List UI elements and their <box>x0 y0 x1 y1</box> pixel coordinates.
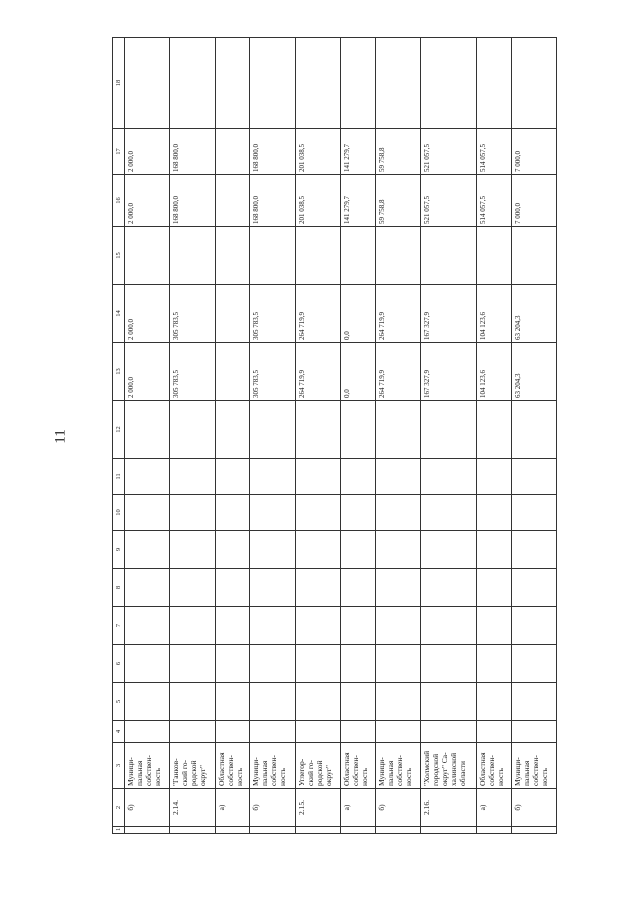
empty-cell <box>476 227 511 285</box>
value-cell-col13 <box>215 343 250 401</box>
empty-cell <box>250 683 295 721</box>
empty-cell <box>511 645 556 683</box>
empty-cell <box>250 401 295 459</box>
empty-cell <box>340 531 375 569</box>
empty-cell <box>215 683 250 721</box>
empty-cell <box>170 38 215 129</box>
value-cell-col14 <box>215 285 250 343</box>
value-cell-col16: 201 038,5 <box>295 175 340 227</box>
empty-cell <box>295 38 340 129</box>
value-cell-col16: 2 000,0 <box>125 175 170 227</box>
value-cell-col13: 104 123,6 <box>476 343 511 401</box>
empty-cell <box>295 827 340 834</box>
empty-cell <box>340 227 375 285</box>
value-cell-col17 <box>215 129 250 175</box>
empty-cell <box>125 721 170 743</box>
empty-cell <box>295 531 340 569</box>
empty-cell <box>170 531 215 569</box>
empty-cell <box>476 401 511 459</box>
column-header: 3 <box>113 743 125 789</box>
page-number: 11 <box>52 429 69 444</box>
empty-cell <box>511 495 556 531</box>
empty-cell <box>170 827 215 834</box>
value-cell-col14: 264 719,9 <box>295 285 340 343</box>
empty-cell <box>421 683 477 721</box>
empty-cell <box>215 827 250 834</box>
empty-cell <box>125 645 170 683</box>
column-header: 13 <box>113 343 125 401</box>
column-header: 12 <box>113 401 125 459</box>
row-index-cell: б) <box>250 789 295 827</box>
value-cell-col16: 168 800,0 <box>250 175 295 227</box>
empty-cell <box>250 721 295 743</box>
value-cell-col13: 305 783,5 <box>250 343 295 401</box>
empty-cell <box>511 827 556 834</box>
empty-cell <box>421 459 477 495</box>
column-header: 16 <box>113 175 125 227</box>
empty-cell <box>476 827 511 834</box>
value-cell-col13: 2 000,0 <box>125 343 170 401</box>
row-name-cell: Областная собствен-ность <box>215 743 250 789</box>
empty-cell <box>295 569 340 607</box>
value-cell-col16 <box>215 175 250 227</box>
empty-cell <box>340 721 375 743</box>
value-cell-col14: 104 123,6 <box>476 285 511 343</box>
row-index-cell: а) <box>476 789 511 827</box>
row-index-cell: 2.15. <box>295 789 340 827</box>
value-cell-col14: 2 000,0 <box>125 285 170 343</box>
column-header: 17 <box>113 129 125 175</box>
value-cell-col17: 2 000,0 <box>125 129 170 175</box>
table-row <box>421 38 477 834</box>
empty-cell <box>511 607 556 645</box>
value-cell-col14: 167 327,9 <box>421 285 477 343</box>
value-cell-col13: 63 204,3 <box>511 343 556 401</box>
row-name-cell: Углегор-ский го-родской округ" <box>295 743 340 789</box>
row-name-cell: Областная собствен-ность <box>340 743 375 789</box>
table-row <box>340 38 375 834</box>
column-header: 4 <box>113 721 125 743</box>
table-row <box>125 38 170 834</box>
empty-cell <box>295 227 340 285</box>
empty-cell <box>421 38 477 129</box>
empty-cell <box>250 459 295 495</box>
empty-cell <box>375 227 420 285</box>
empty-cell <box>421 721 477 743</box>
table-row <box>476 38 511 834</box>
empty-cell <box>340 645 375 683</box>
empty-cell <box>295 721 340 743</box>
empty-cell <box>511 721 556 743</box>
table-row <box>170 38 215 834</box>
empty-cell <box>250 495 295 531</box>
empty-cell <box>250 531 295 569</box>
column-header: 14 <box>113 285 125 343</box>
value-cell-col17: 514 057,5 <box>476 129 511 175</box>
empty-cell <box>375 495 420 531</box>
row-index-cell: б) <box>125 789 170 827</box>
empty-cell <box>511 569 556 607</box>
empty-cell <box>125 401 170 459</box>
empty-cell <box>476 459 511 495</box>
value-cell-col16: 514 057,5 <box>476 175 511 227</box>
empty-cell <box>125 227 170 285</box>
empty-cell <box>125 827 170 834</box>
value-cell-col16: 59 758,8 <box>375 175 420 227</box>
empty-cell <box>170 683 215 721</box>
empty-cell <box>170 495 215 531</box>
data-table <box>112 37 557 834</box>
table-row <box>511 38 556 834</box>
row-index-cell: б) <box>511 789 556 827</box>
empty-cell <box>375 38 420 129</box>
value-cell-col16: 521 057,5 <box>421 175 477 227</box>
empty-cell <box>421 531 477 569</box>
column-header: 9 <box>113 531 125 569</box>
empty-cell <box>476 531 511 569</box>
empty-cell <box>421 569 477 607</box>
header-row <box>113 38 125 834</box>
column-header: 10 <box>113 495 125 531</box>
column-header: 7 <box>113 607 125 645</box>
empty-cell <box>511 38 556 129</box>
empty-cell <box>476 495 511 531</box>
value-cell-col16: 7 000,0 <box>511 175 556 227</box>
empty-cell <box>340 495 375 531</box>
empty-cell <box>215 38 250 129</box>
empty-cell <box>421 645 477 683</box>
empty-cell <box>215 227 250 285</box>
empty-cell <box>421 401 477 459</box>
value-cell-col14: 0,0 <box>340 285 375 343</box>
empty-cell <box>476 607 511 645</box>
empty-cell <box>340 569 375 607</box>
empty-cell <box>125 607 170 645</box>
rotated-table-frame <box>112 41 557 834</box>
empty-cell <box>340 827 375 834</box>
empty-cell <box>340 38 375 129</box>
value-cell-col17: 59 758,8 <box>375 129 420 175</box>
empty-cell <box>295 645 340 683</box>
row-name-cell: Муници-пальная собствен-ность <box>375 743 420 789</box>
column-header: 2 <box>113 789 125 827</box>
value-cell-col13: 305 783,5 <box>170 343 215 401</box>
empty-cell <box>511 683 556 721</box>
value-cell-col17: 201 038,5 <box>295 129 340 175</box>
empty-cell <box>170 569 215 607</box>
row-name-cell: Муници-пальная собствен-ность <box>125 743 170 789</box>
column-header: 8 <box>113 569 125 607</box>
row-index-cell: а) <box>215 789 250 827</box>
row-name-cell: Муници-пальная собствен-ность <box>250 743 295 789</box>
empty-cell <box>250 827 295 834</box>
empty-cell <box>476 38 511 129</box>
empty-cell <box>250 645 295 683</box>
empty-cell <box>295 607 340 645</box>
table-row <box>375 38 420 834</box>
empty-cell <box>125 495 170 531</box>
value-cell-col14: 63 204,3 <box>511 285 556 343</box>
empty-cell <box>375 459 420 495</box>
row-index-cell: б) <box>375 789 420 827</box>
value-cell-col17: 7 000,0 <box>511 129 556 175</box>
empty-cell <box>340 683 375 721</box>
column-header: 6 <box>113 645 125 683</box>
value-cell-col17: 141 279,7 <box>340 129 375 175</box>
empty-cell <box>215 401 250 459</box>
empty-cell <box>421 495 477 531</box>
empty-cell <box>375 683 420 721</box>
column-header: 15 <box>113 227 125 285</box>
empty-cell <box>170 401 215 459</box>
table-row <box>250 38 295 834</box>
empty-cell <box>421 607 477 645</box>
column-header: 11 <box>113 459 125 495</box>
empty-cell <box>511 401 556 459</box>
row-name-cell: Областная собствен-ность <box>476 743 511 789</box>
empty-cell <box>476 645 511 683</box>
empty-cell <box>421 227 477 285</box>
empty-cell <box>340 607 375 645</box>
empty-cell <box>170 607 215 645</box>
row-index-cell: 2.14. <box>170 789 215 827</box>
empty-cell <box>215 531 250 569</box>
empty-cell <box>215 607 250 645</box>
table-row <box>215 38 250 834</box>
empty-cell <box>250 569 295 607</box>
empty-cell <box>250 227 295 285</box>
value-cell-col16: 168 800,0 <box>170 175 215 227</box>
value-cell-col17: 168 800,0 <box>170 129 215 175</box>
empty-cell <box>476 683 511 721</box>
empty-cell <box>295 683 340 721</box>
value-cell-col13: 264 719,9 <box>375 343 420 401</box>
empty-cell <box>375 401 420 459</box>
empty-cell <box>375 827 420 834</box>
empty-cell <box>421 827 477 834</box>
empty-cell <box>125 569 170 607</box>
column-header: 5 <box>113 683 125 721</box>
empty-cell <box>340 459 375 495</box>
empty-cell <box>375 645 420 683</box>
empty-cell <box>511 531 556 569</box>
row-name-cell: Муници-пальная собствен-ность <box>511 743 556 789</box>
empty-cell <box>250 38 295 129</box>
column-header: 18 <box>113 38 125 129</box>
empty-cell <box>476 569 511 607</box>
empty-cell <box>170 721 215 743</box>
empty-cell <box>215 495 250 531</box>
empty-cell <box>340 401 375 459</box>
value-cell-col13: 167 327,9 <box>421 343 477 401</box>
value-cell-col16: 141 279,7 <box>340 175 375 227</box>
empty-cell <box>215 721 250 743</box>
value-cell-col17: 521 057,5 <box>421 129 477 175</box>
row-name-cell: "Ганков-ский го-родской округ" <box>170 743 215 789</box>
empty-cell <box>170 645 215 683</box>
empty-cell <box>295 459 340 495</box>
empty-cell <box>476 721 511 743</box>
table-row <box>295 38 340 834</box>
empty-cell <box>375 607 420 645</box>
empty-cell <box>125 459 170 495</box>
empty-cell <box>375 721 420 743</box>
empty-cell <box>125 683 170 721</box>
empty-cell <box>170 227 215 285</box>
row-name-cell: "Холмский городской округ" Са-халинской области <box>421 743 477 789</box>
empty-cell <box>125 38 170 129</box>
value-cell-col17: 168 800,0 <box>250 129 295 175</box>
empty-cell <box>215 459 250 495</box>
value-cell-col14: 264 719,9 <box>375 285 420 343</box>
row-index-cell: а) <box>340 789 375 827</box>
column-header: 1 <box>113 827 125 834</box>
row-index-cell: 2.16. <box>421 789 477 827</box>
empty-cell <box>215 645 250 683</box>
value-cell-col14: 305 783,5 <box>170 285 215 343</box>
empty-cell <box>375 569 420 607</box>
empty-cell <box>511 227 556 285</box>
empty-cell <box>125 531 170 569</box>
value-cell-col14: 305 783,5 <box>250 285 295 343</box>
value-cell-col13: 0,0 <box>340 343 375 401</box>
value-cell-col13: 264 719,9 <box>295 343 340 401</box>
empty-cell <box>170 459 215 495</box>
empty-cell <box>511 459 556 495</box>
empty-cell <box>375 531 420 569</box>
empty-cell <box>215 569 250 607</box>
empty-cell <box>295 495 340 531</box>
empty-cell <box>250 607 295 645</box>
empty-cell <box>295 401 340 459</box>
